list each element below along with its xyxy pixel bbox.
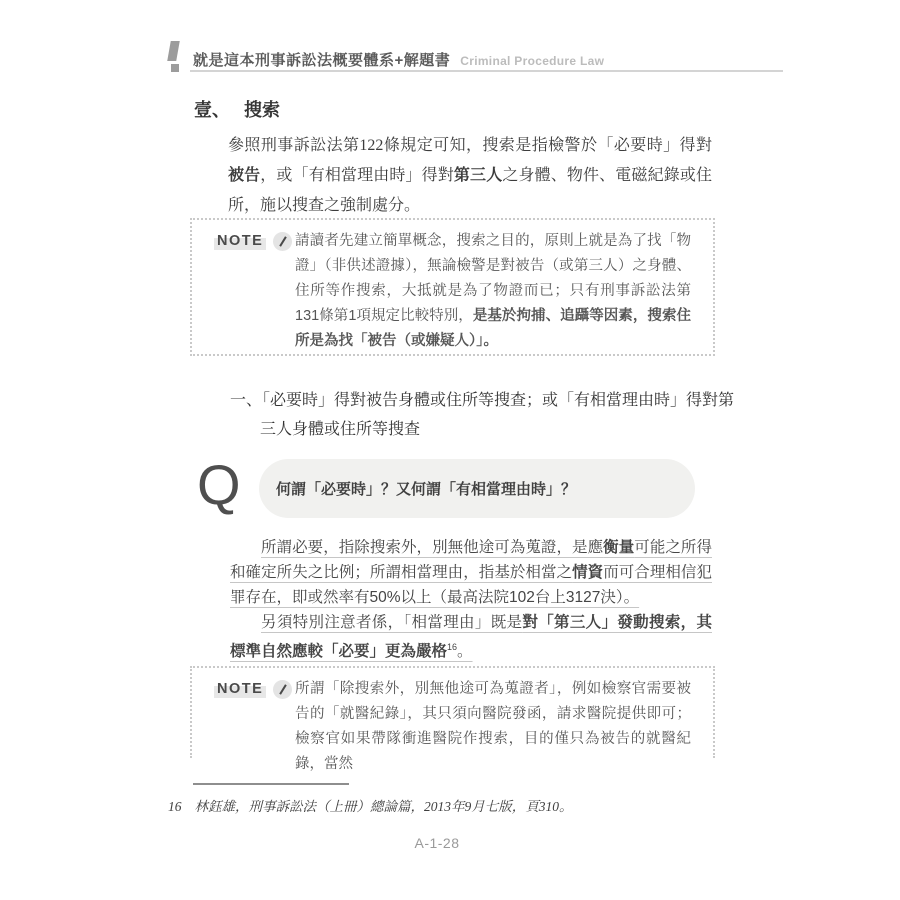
answer2-text-1: 另須特別注意者係，「相當理由」既是 xyxy=(261,614,523,631)
exclamation-dot xyxy=(171,64,179,72)
subsection-title: 「必要時」得對被告身體或住所等搜查；或「有相當理由時」得對第三人身體或住所等搜查 xyxy=(260,392,735,438)
note-text xyxy=(295,229,691,354)
intro-bold-1: 被告 xyxy=(228,167,261,184)
question-text: 何謂「必要時」？又何謂「有相當理由時」？ xyxy=(276,481,577,498)
answer-paragraph-1 xyxy=(230,535,712,610)
note-label: NOTE xyxy=(214,681,266,698)
note-label: NOTE xyxy=(214,233,266,250)
note-label-row xyxy=(214,232,292,251)
header-rule xyxy=(190,70,783,72)
subsection-number: 一、 xyxy=(230,392,263,409)
book-subtitle-en: Criminal Procedure Law xyxy=(460,54,605,68)
section-number: 壹、 xyxy=(194,100,230,120)
pencil-icon xyxy=(273,680,292,699)
page-header xyxy=(193,49,604,70)
footnote-text: 林鈺雄，刑事訴訟法（上冊）總論篇，2013年9月七版，頁310。 xyxy=(194,799,573,814)
pencil-icon xyxy=(273,232,292,251)
footnote xyxy=(168,795,728,815)
answer1-bold-2: 情資 xyxy=(572,564,604,581)
note-box-1 xyxy=(190,218,715,356)
answer1-bold-1: 衡量 xyxy=(603,539,635,556)
exclamation-bar xyxy=(167,41,180,61)
note-label-row-2 xyxy=(214,680,292,699)
footnote-ref: 16 xyxy=(447,642,458,652)
intro-text-3: 之身體、物件、電磁紀錄或住所，施以搜查之強制處分。 xyxy=(228,167,712,214)
intro-bold-2: 第三人 xyxy=(453,167,503,184)
subsection-heading xyxy=(230,386,744,444)
page-number: A-1-28 xyxy=(414,835,460,851)
intro-text-2: ，或「有相當理由時」得對 xyxy=(260,167,454,184)
question-marker: Q xyxy=(197,453,241,516)
note1-text-1: 請讀者先建立簡單概念，搜索之目的，原則上就是為了找「物證」（非供述證據），無論檢警是對被告（或第三人）之身體、住所等作搜索，大抵就是為了物證而已；只有刑事訴訟法第131條第1項規定比較特別， xyxy=(295,233,691,324)
answer1-text-1: 所謂必要，指除搜索外，別無他途可為蒐證，是應 xyxy=(261,539,604,556)
answer1-text-2: 可能之所得和確定所失之比例；所謂相當理由，指基於相當之 xyxy=(230,539,712,581)
section-title: 搜索 xyxy=(244,100,280,120)
intro-text-1: 參照刑事訴訟法第122條規定可知，搜索是指檢警於「必要時」得對 xyxy=(228,137,712,154)
answer1-text-3: 而可合理相信犯罪存在，即或然率有50%以上（最高法院102台上3127決）。 xyxy=(230,564,712,606)
footnote-divider xyxy=(193,783,349,785)
footnote-number: 16 xyxy=(168,799,182,814)
answer-paragraph-2 xyxy=(230,610,712,664)
note-text: 所謂「除搜索外，別無他途可為蒐證者」，例如檢察官需要被告的「就醫紀錄」，其只須向醫院發函，請求醫院提供即可；檢察官如果帶隊衝進醫院作搜索，目的僅只為被告的就醫紀錄，當然 xyxy=(295,681,691,772)
question-bubble xyxy=(259,459,695,518)
answer2-bold-1: 對「第三人」發動搜索，其標準自然應較「必要」更為嚴格 xyxy=(230,614,712,661)
book-title: 就是這本刑事訴訟法概要體系+解題書 xyxy=(193,52,451,69)
intro-paragraph xyxy=(228,131,712,221)
note1-bold-1: 是基於拘捕、追躡等因素，搜索住所是為找「被告（或嫌疑人）」。 xyxy=(295,308,691,349)
exclamation-icon xyxy=(167,41,183,75)
section-heading xyxy=(194,96,280,122)
answer2-text-2: 。 xyxy=(457,643,473,661)
answer-block xyxy=(230,535,712,664)
note-box-2 xyxy=(190,666,715,772)
